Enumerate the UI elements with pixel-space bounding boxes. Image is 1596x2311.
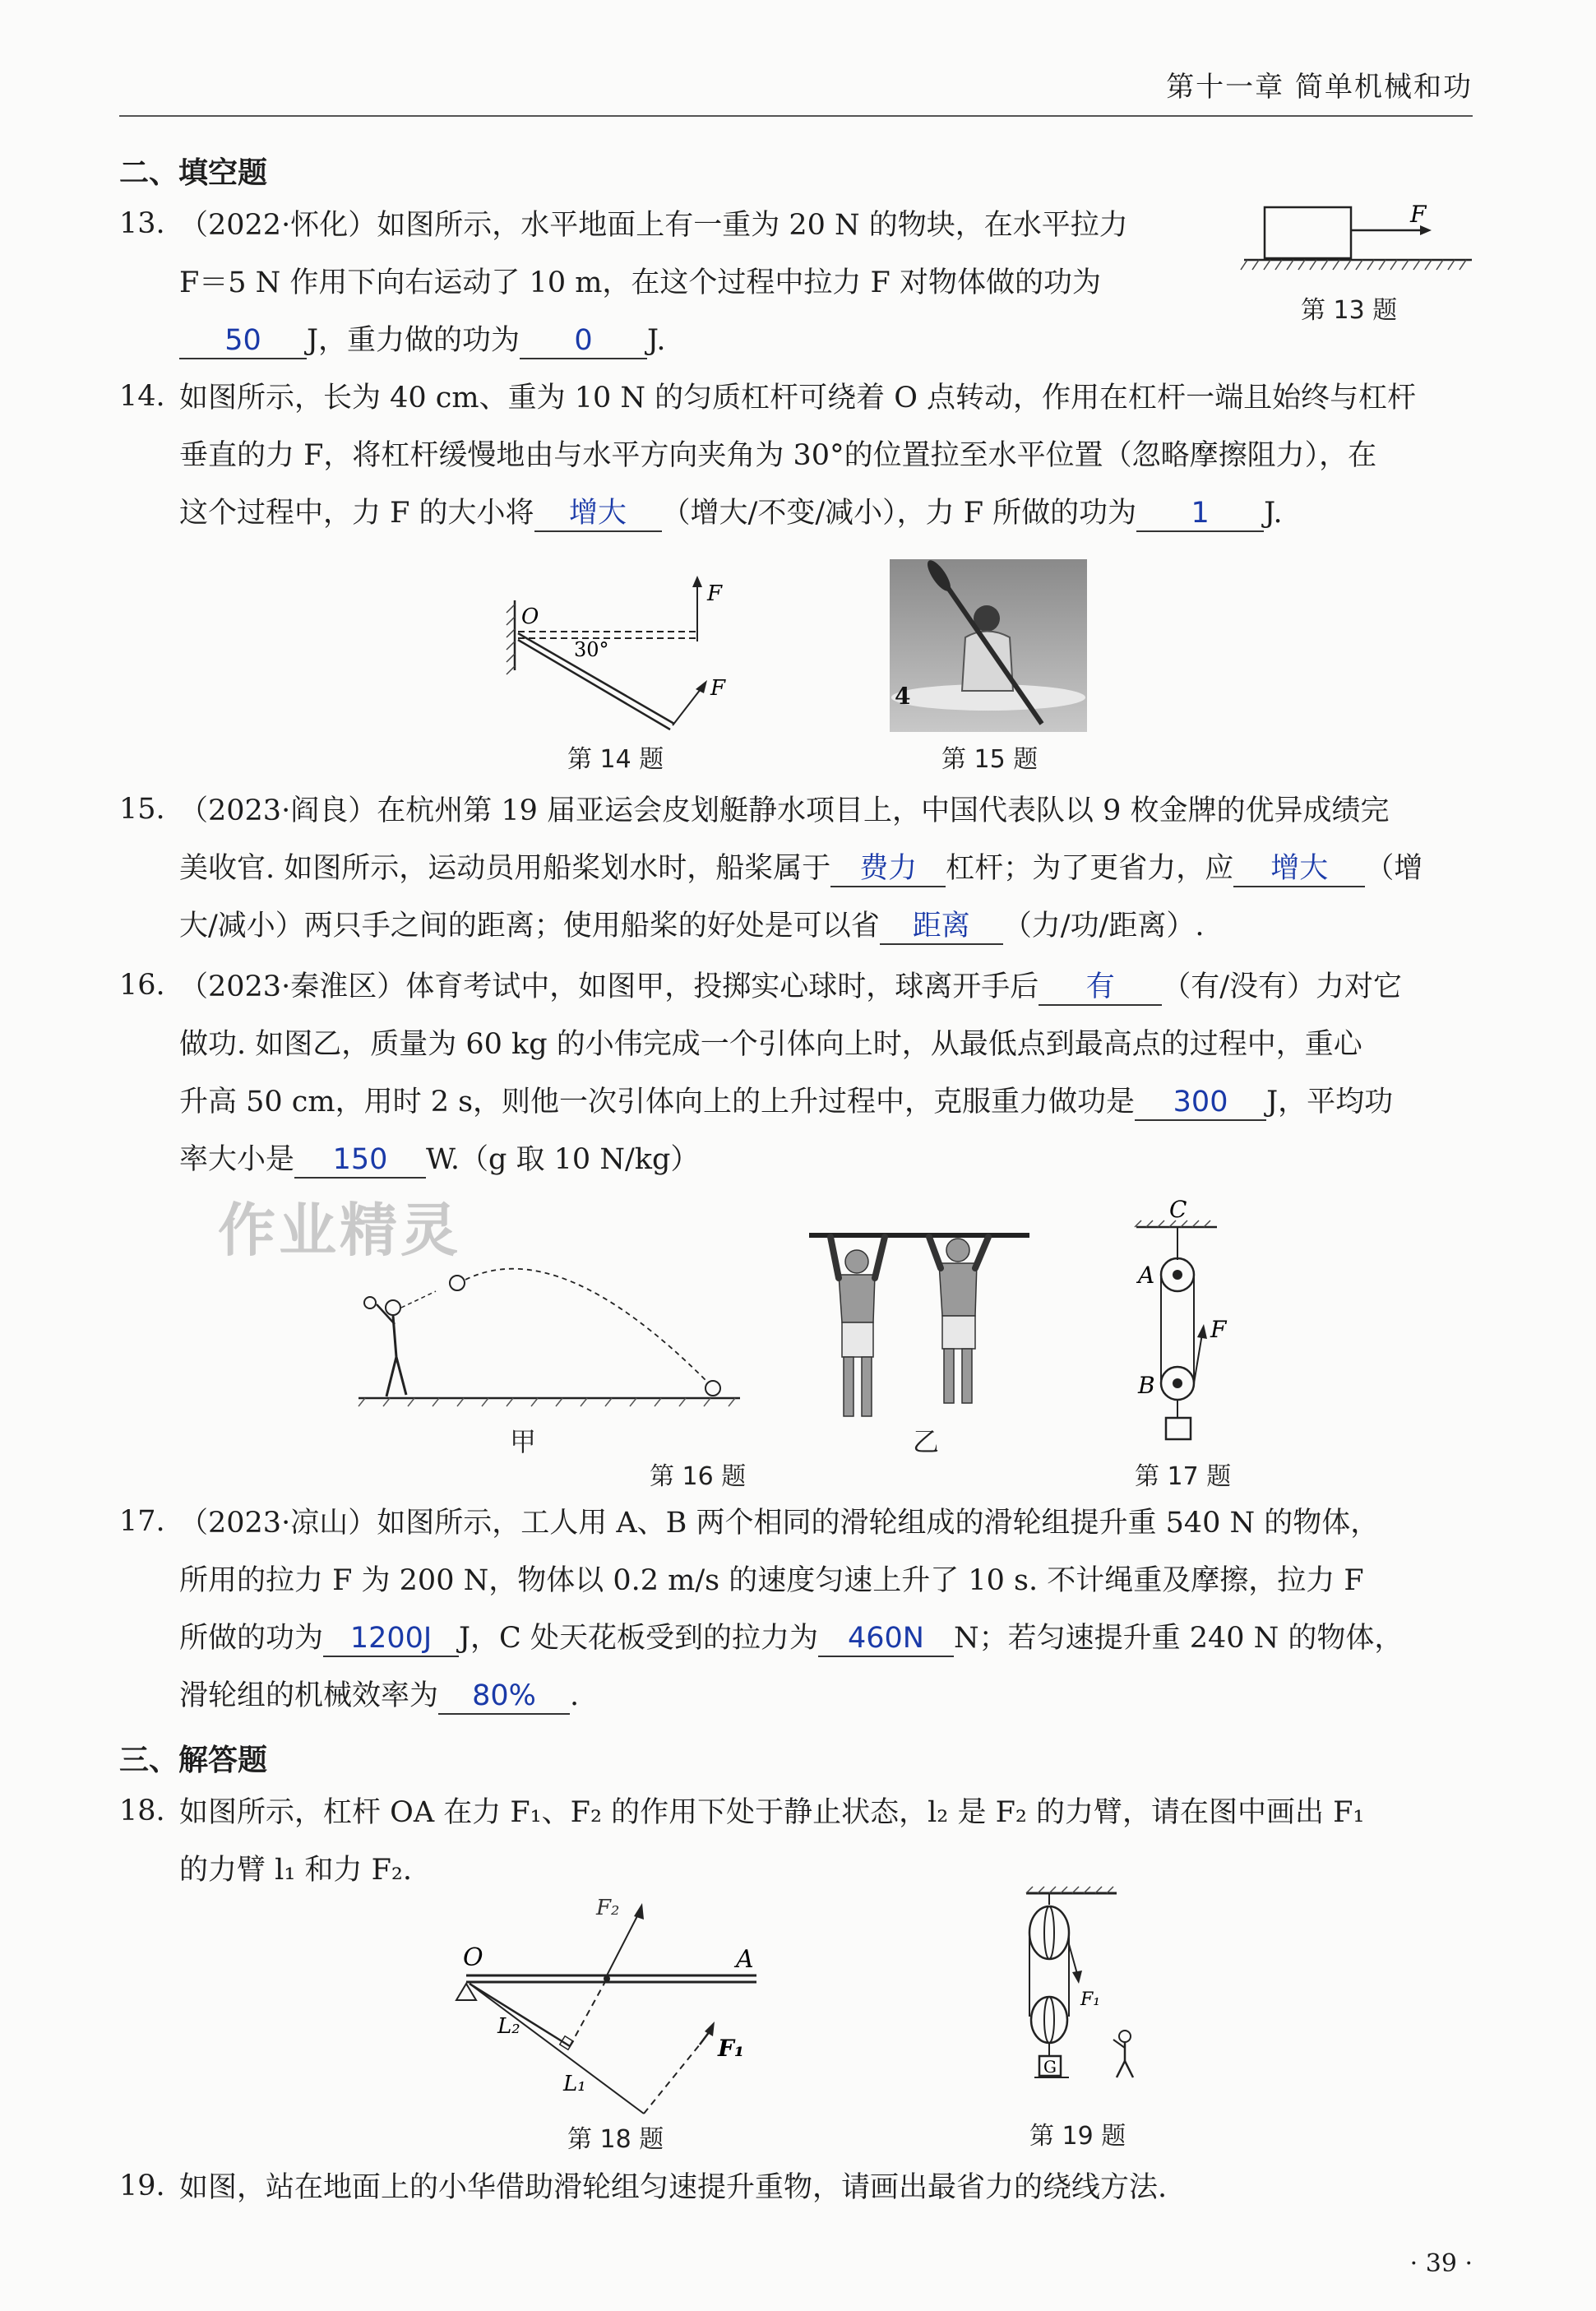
- question-18-line-2: 的力臂 l₁ 和力 F₂.: [179, 1854, 413, 1887]
- watermark: 作业精灵: [218, 1197, 461, 1264]
- figure-17-caption: 第 17 题: [1135, 1462, 1232, 1491]
- figure-17-label-a: A: [1138, 1262, 1155, 1289]
- figure-17-label-c: C: [1169, 1196, 1187, 1223]
- figure-15-photo-number: 4: [895, 683, 911, 710]
- question-17-number: 17.: [119, 1505, 165, 1538]
- figure-14-caption: 第 14 题: [567, 745, 664, 774]
- question-13-number: 13.: [119, 207, 165, 240]
- q17-answer-work[interactable]: 1200J: [323, 1621, 459, 1657]
- section-answer: 三、解答题: [119, 1744, 268, 1777]
- figure-18-label-f1: F₁: [718, 2035, 745, 2062]
- page-number: · 39 ·: [1409, 2249, 1473, 2278]
- question-19-number: 19.: [119, 2170, 165, 2202]
- question-18-number: 18.: [119, 1795, 165, 1827]
- q13-answer-gravity-work[interactable]: 0: [520, 323, 647, 359]
- figure-17-label-f: F: [1210, 1316, 1227, 1343]
- q16-answer-force[interactable]: 有: [1039, 970, 1162, 1006]
- figure-16-caption: 第 16 题: [650, 1462, 747, 1491]
- q16-answer-work[interactable]: 300: [1135, 1085, 1266, 1121]
- question-15-line-3: 大/减小）两只手之间的距离；使用船桨的好处是可以省 距离 （力/功/距离）.: [179, 908, 1205, 946]
- question-15-line-1: （2023·阎良）在杭州第 19 届亚运会皮划艇静水项目上，中国代表队以 9 枚金牌的优异成绩完: [179, 794, 1390, 827]
- question-16-line-3: 升高 50 cm，用时 2 s，则他一次引体向上的上升过程中，克服重力做功是 300 J，平均功: [179, 1084, 1393, 1122]
- section-fill-in: 二、填空题: [119, 156, 268, 190]
- q15-answer-lever-type[interactable]: 费力: [830, 851, 946, 887]
- question-15-line-2: 美收官. 如图所示，运动员用船桨划水时，船桨属于 费力 杠杆；为了更省力，应 增大 （增: [179, 850, 1423, 888]
- figure-16-throw-diagram: [354, 1250, 748, 1415]
- question-17-line-2: 所用的拉力 F 为 200 N，物体以 0.2 m/s 的速度匀速上升了 10 s. 不计绳重及摩擦，拉力 F: [179, 1564, 1364, 1597]
- figure-19-label-g: G: [1043, 2057, 1057, 2077]
- question-17-line-1: （2023·凉山）如图所示，工人用 A、B 两个相同的滑轮组成的滑轮组提升重 540 N 的物体，: [179, 1507, 1380, 1540]
- figure-18-label-l1: L₁: [563, 2072, 586, 2096]
- figure-18-label-f2: F₂: [596, 1896, 620, 1920]
- question-17-line-4: 滑轮组的机械效率为 80% .: [179, 1678, 579, 1716]
- figure-16-label-yi: 乙: [913, 1426, 940, 1457]
- figure-18-label-a: A: [736, 1945, 754, 1974]
- figure-18-caption: 第 18 题: [567, 2125, 664, 2154]
- figure-18-lever-diagram: [448, 1892, 777, 2130]
- question-16-number: 16.: [119, 969, 165, 1002]
- q14-answer-work[interactable]: 1: [1136, 496, 1264, 532]
- q14-answer-force-change[interactable]: 增大: [534, 496, 662, 532]
- question-16-line-1: （2023·秦淮区）体育考试中，如图甲，投掷实心球时，球离开手后 有 （有/没有）力对它: [179, 969, 1402, 1007]
- figure-19-caption: 第 19 题: [1029, 2122, 1126, 2151]
- figure-13-force-label: F: [1410, 201, 1427, 228]
- question-14-line-3: 这个过程中，力 F 的大小将 增大 （增大/不变/减小），力 F 所做的功为 1 J.: [179, 495, 1283, 533]
- figure-18-label-l2: L₂: [497, 2014, 520, 2039]
- question-14-line-2: 垂直的力 F，将杠杆缓慢地由与水平方向夹角为 30°的位置拉至水平位置（忽略摩擦阻力），在: [179, 439, 1377, 472]
- figure-15-kayak-photo: [890, 559, 1087, 732]
- question-14-number: 14.: [119, 380, 165, 413]
- figure-18-label-o: O: [463, 1943, 483, 1972]
- chapter-title: 第十一章 简单机械和功: [1166, 71, 1473, 104]
- svg-text:F: F: [710, 676, 726, 701]
- figure-17-pulley-diagram: [1118, 1193, 1250, 1456]
- q15-answer-distance-change[interactable]: 增大: [1233, 851, 1365, 887]
- figure-19-label-f1: F₁: [1080, 1989, 1101, 2010]
- header-divider: [119, 115, 1473, 117]
- figure-14-pivot-label: O: [521, 604, 539, 629]
- question-19-line-1: 如图，站在地面上的小华借助滑轮组匀速提升重物，请画出最省力的绕线方法.: [179, 2171, 1168, 2204]
- figure-17-label-b: B: [1138, 1372, 1155, 1399]
- question-14-line-1: 如图所示，长为 40 cm、重为 10 N 的匀质杠杆可绕着 O 点转动，作用在杠杆一端且始终与杠杆: [179, 382, 1417, 414]
- q13-answer-work[interactable]: 50: [179, 323, 307, 359]
- q16-answer-power[interactable]: 150: [294, 1142, 426, 1179]
- figure-13-block-diagram: [1237, 197, 1484, 280]
- figure-19-pulley-diagram: [1011, 1883, 1159, 2105]
- q17-answer-efficiency[interactable]: 80%: [438, 1679, 570, 1715]
- q15-answer-saves[interactable]: 距离: [880, 909, 1003, 945]
- q17-answer-ceiling-force[interactable]: 460N: [818, 1621, 954, 1657]
- figure-13-caption: 第 13 题: [1301, 296, 1398, 325]
- question-13-line-1: （2022·怀化）如图所示，水平地面上有一重为 20 N 的物块，在水平拉力: [179, 209, 1128, 242]
- question-16-line-4: 率大小是 150 W.（g 取 10 N/kg）: [179, 1142, 699, 1179]
- figure-15-caption: 第 15 题: [941, 745, 1039, 774]
- question-17-line-3: 所做的功为 1200J J，C 处天花板受到的拉力为 460N N；若匀速提升重 240 N 的物体，: [179, 1620, 1403, 1658]
- question-15-number: 15.: [119, 793, 165, 826]
- question-13-line-2: F＝5 N 作用下向右运动了 10 m，在这个过程中拉力 F 对物体做的功为: [179, 266, 1101, 299]
- svg-text:F: F: [707, 581, 723, 606]
- question-18-line-1: 如图所示，杠杆 OA 在力 F₁、F₂ 的作用下处于静止状态，l₂ 是 F₂ 的力臂，请在图中画出 F₁: [179, 1796, 1365, 1829]
- question-16-line-2: 做功. 如图乙，质量为 60 kg 的小伟完成一个引体向上时，从最低点到最高点的过程中，重心: [179, 1028, 1362, 1061]
- question-13-line-3: 50 J，重力做的功为 0 J.: [179, 322, 666, 360]
- figure-16-pullup-diagram: [806, 1224, 1036, 1438]
- figure-14-lever-diagram: [502, 567, 724, 748]
- figure-14-angle-label: 30°: [574, 638, 609, 661]
- figure-16-label-jia: 甲: [510, 1426, 537, 1457]
